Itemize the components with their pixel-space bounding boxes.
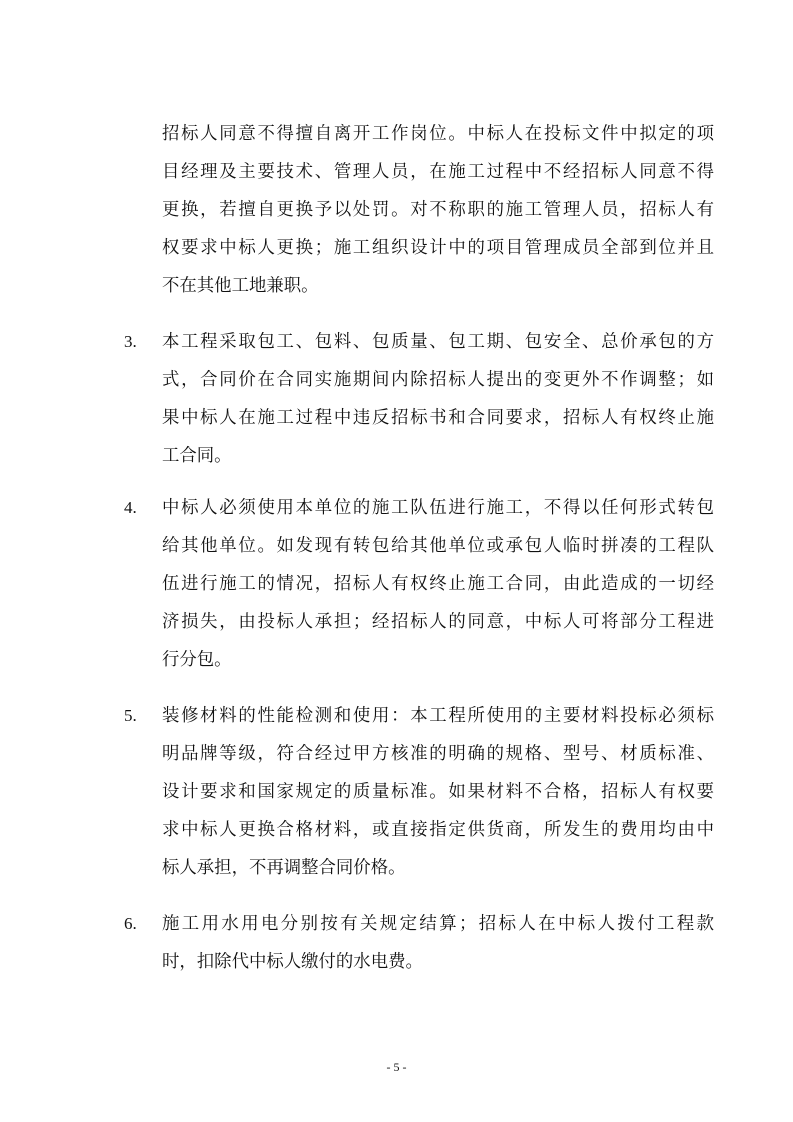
paragraph-body [162, 323, 714, 475]
paragraph-line: 标人承担，不再调整合同价格。 [162, 858, 406, 878]
paragraph-line: 济损失，由投标人承担；经招标人的同意，中标人可将部分工程进 [162, 612, 714, 632]
paragraph-line: 施工用水用电分别按有关规定结算；招标人在中标人拨付工程款 [162, 914, 714, 934]
list-item-number: 4. [124, 498, 137, 517]
paragraph-line: 给其他单位。如发现有转包给其他单位或承包人临时拼凑的工程队 [162, 536, 714, 556]
list-item-number: 3. [124, 332, 137, 351]
page-number: - 5 - [386, 1060, 407, 1074]
paragraph-line: 权要求中标人更换；施工组织设计中的项目管理成员全部到位并且 [162, 238, 714, 258]
list-item-number: 6. [124, 914, 137, 933]
paragraph-body [162, 697, 714, 887]
paragraph-line: 更换，若擅自更换予以处罚。对不称职的施工管理人员，招标人有 [162, 200, 714, 220]
paragraph-line: 果中标人在施工过程中违反招标书和合同要求，招标人有权终止施 [162, 408, 714, 428]
paragraph-line: 装修材料的性能检测和使用：本工程所使用的主要材料投标必须标 [162, 706, 714, 726]
paragraph-line: 求中标人更换合格材料，或直接指定供货商，所发生的费用均由中 [162, 820, 714, 840]
paragraph-line: 时，扣除代中标人缴付的水电费。 [162, 952, 423, 972]
paragraph-line: 中标人必须使用本单位的施工队伍进行施工，不得以任何形式转包 [162, 498, 714, 518]
paragraph-body [162, 115, 714, 305]
paragraph-body [162, 489, 714, 679]
paragraph-line: 不在其他工地兼职。 [162, 276, 319, 296]
list-item-number: 5. [124, 706, 137, 725]
paragraph-line: 式，合同价在合同实施期间内除招标人提出的变更外不作调整；如 [162, 370, 714, 390]
paragraph-line: 伍进行施工的情况，招标人有权终止施工合同，由此造成的一切经 [162, 574, 714, 594]
paragraph-line: 目经理及主要技术、管理人员，在施工过程中不经招标人同意不得 [162, 162, 714, 182]
paragraph-line: 工合同。 [162, 446, 232, 466]
paragraph-line: 本工程采取包工、包料、包质量、包工期、包安全、总价承包的方 [162, 332, 714, 352]
paragraph-line: 招标人同意不得擅自离开工作岗位。中标人在投标文件中拟定的项 [162, 124, 714, 144]
paragraph-body [162, 905, 714, 981]
paragraph-line: 明品牌等级，符合经过甲方核准的明确的规格、型号、材质标准、 [162, 744, 714, 764]
paragraph-line: 行分包。 [162, 650, 232, 670]
paragraph-line: 设计要求和国家规定的质量标准。如果材料不合格，招标人有权要 [162, 782, 714, 802]
